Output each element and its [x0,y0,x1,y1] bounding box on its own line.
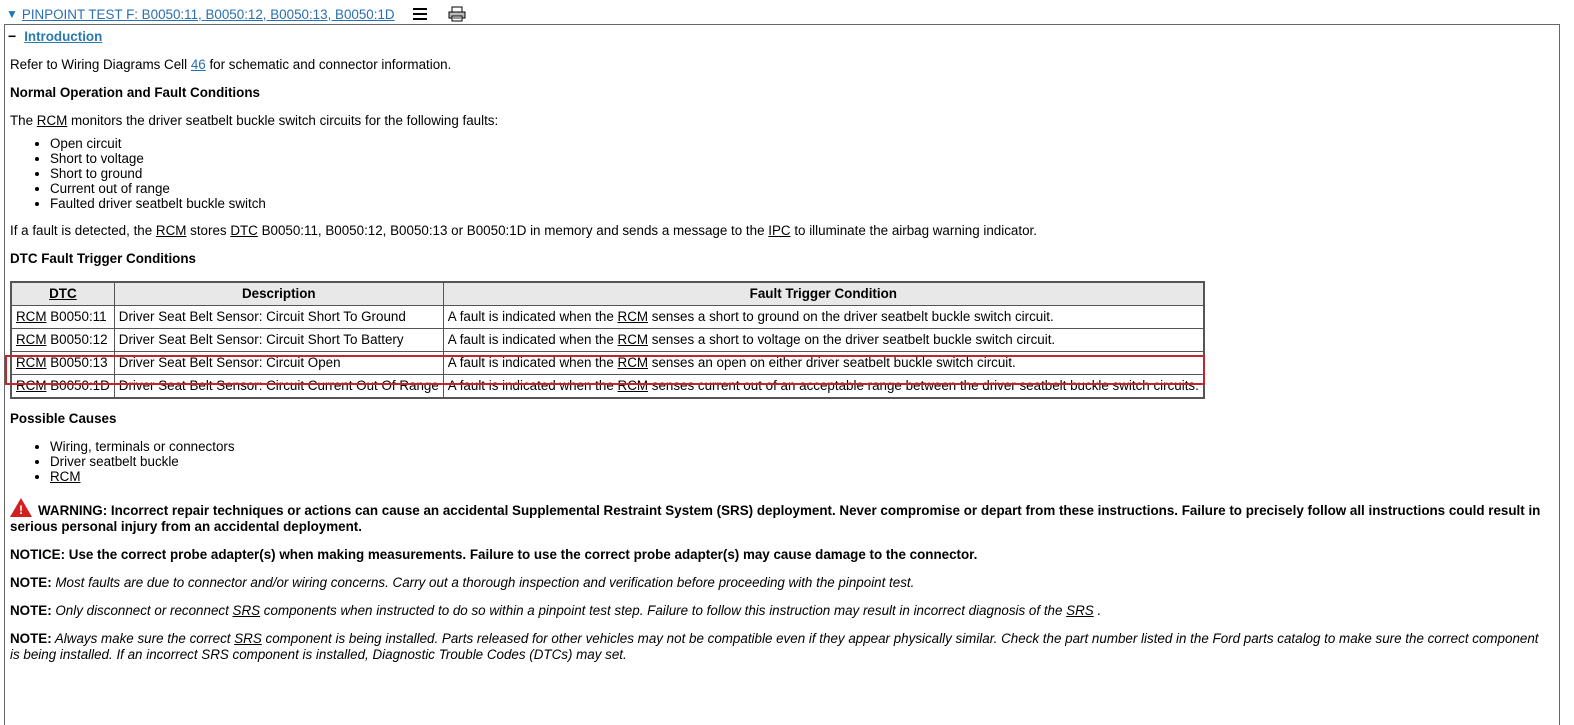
rcm-abbr[interactable]: RCM [617,378,649,393]
fault-list [10,136,1550,211]
warning-paragraph: ! WARNING: Incorrect repair techniques or actions can cause an accidental Supplemental Restraint System (SRS) deployment. Never compromise or depart from these instructions. Failure to precisely follow all instructions could result in serious personal injury from an accidental deployment. [10,498,1550,535]
normal-operation-heading: Normal Operation and Fault Conditions [10,85,260,100]
list-item [50,469,1550,484]
list-item: • Current out of range [50,181,1550,196]
srs-abbr[interactable]: SRS [234,631,262,646]
condition-cell: A fault is indicated when the RCM senses an open on either driver seatbelt buckle switch circuit. [443,352,1204,375]
condition-cell: A fault is indicated when the RCM senses a short to ground on the driver seatbelt buckle switch circuit. [443,306,1204,329]
warning-triangle-icon: ! [10,498,32,517]
ipc-abbr[interactable]: IPC [768,223,791,238]
note-paragraph: NOTE: Most faults are due to connector and/or wiring concerns. Carry out a thorough inspection and verification before proceeding with the pinpoint test. [10,575,915,590]
pinpoint-test-header [6,4,467,24]
row-highlight-box [5,355,1205,385]
rcm-abbr[interactable]: RCM [617,309,649,324]
list-item: • Short to voltage [50,151,1550,166]
column-header-fault-trigger: Fault Trigger Condition [443,282,1204,306]
rcm-abbr[interactable]: RCM [50,469,81,484]
srs-abbr[interactable]: SRS [232,603,261,618]
note-paragraph: NOTE: Always make sure the correct SRS component is being installed. Parts released for other vehicles may not be compatible even if they appear physically similar. Check the part number listed in the Ford parts catalog to make sure the correct component is being installed. If an incorrect SRS component is installed, Diagnostic Trouble Codes (DTCs) may set. [10,631,1539,662]
rcm-abbr[interactable]: RCM [155,223,187,238]
list-item: • Driver seatbelt buckle [50,454,1550,469]
introduction-link[interactable]: Introduction [24,28,103,44]
description-cell: Driver Seat Belt Sensor: Circuit Current Out Of Range [114,375,443,399]
dtc-cell: RCM B0050:12 [11,329,114,352]
rcm-abbr[interactable]: RCM [16,355,47,370]
introduction-section-toggle[interactable] [8,28,102,44]
trigger-conditions-heading: DTC Fault Trigger Conditions [10,251,196,266]
dtc-cell: RCM B0050:1D [11,375,114,399]
description-cell: Driver Seat Belt Sensor: Circuit Short To Ground [114,306,443,329]
table-header-row [11,282,1204,306]
wiring-cell-link[interactable]: 46 [190,57,206,72]
monitors-paragraph: The RCM monitors the driver seatbelt buckle switch circuits for the following faults: [10,113,499,128]
rcm-abbr[interactable]: RCM [617,332,649,347]
list-item: • Open circuit [50,136,1550,151]
column-header-dtc: DTC [11,282,114,306]
rcm-abbr[interactable]: RCM [16,309,47,324]
causes-list [10,439,1550,484]
list-item: • Short to ground [50,166,1550,181]
list-item: • Wiring, terminals or connectors [50,439,1550,454]
notice-paragraph: NOTICE: Use the correct probe adapter(s) when making measurements. Failure to use the correct probe adapter(s) may cause damage to the connector. [10,547,978,562]
rcm-abbr[interactable]: RCM [16,378,47,393]
condition-cell: A fault is indicated when the RCM senses a short to voltage on the driver seatbelt buckle switch circuit. [443,329,1204,352]
note-paragraph: NOTE: Only disconnect or reconnect SRS components when instructed to do so within a pinpoint test step. Failure to follow this instruction may result in incorrect diagnosis of the SRS . [10,603,1102,618]
rcm-abbr[interactable]: RCM [36,113,68,128]
description-cell: Driver Seat Belt Sensor: Circuit Short To Battery [114,329,443,352]
dtc-abbr[interactable]: DTC [230,223,258,238]
column-header-description: Description [114,282,443,306]
condition-cell: A fault is indicated when the RCM senses current out of an acceptable range between the driver seatbelt buckle switch circuits. [443,375,1204,399]
fault-detect-paragraph: If a fault is detected, the RCM stores DTC B0050:11, B0050:12, B0050:13 or B0050:1D in memory and sends a message to the IPC to illuminate the airbag warning indicator. [10,223,1037,238]
dtc-cell: RCM B0050:11 [11,306,114,329]
collapse-triangle-icon[interactable]: ▼ [6,7,18,21]
rcm-abbr[interactable]: RCM [16,332,47,347]
list-item: • Faulted driver seatbelt buckle switch [50,196,1550,211]
hamburger-menu-icon[interactable] [413,8,427,20]
printer-icon[interactable] [447,6,467,22]
collapse-minus-icon[interactable]: − [8,28,17,44]
possible-causes-heading: Possible Causes [10,411,117,426]
rcm-abbr[interactable]: RCM [617,355,649,370]
srs-abbr[interactable]: SRS [1066,603,1094,618]
refer-paragraph: Refer to Wiring Diagrams Cell 46 for schematic and connector information. [10,57,452,72]
table-row [11,306,1204,329]
table-row [11,329,1204,352]
dtc-cell: RCM B0050:13 [11,352,114,375]
pinpoint-test-title-link[interactable]: PINPOINT TEST F: B0050:11, B0050:12, B0050:13, B0050:1D [21,6,395,22]
description-cell: Driver Seat Belt Sensor: Circuit Open [114,352,443,375]
